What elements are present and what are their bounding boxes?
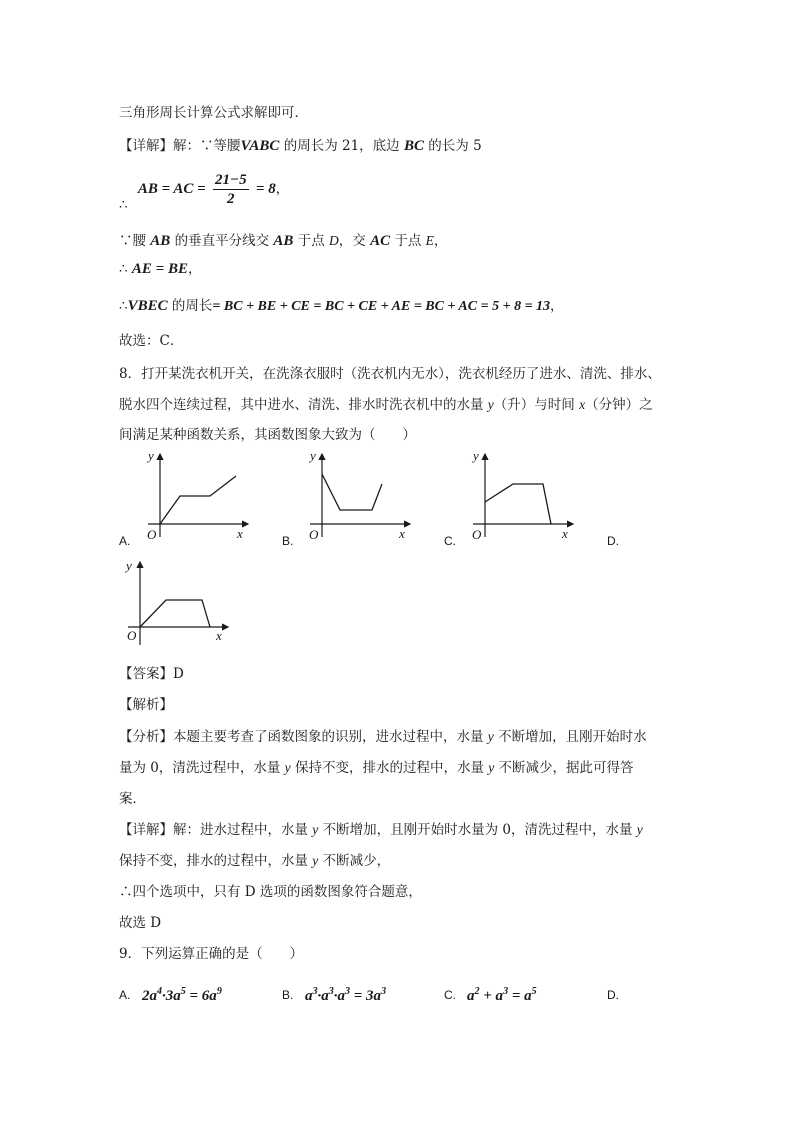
exponent: 3 [345,986,350,997]
q9-option-b-label: B. [282,988,294,1002]
text: = 3a [350,988,382,1004]
text: ， [187,261,202,277]
q8-graph-c [465,448,585,547]
q8-stem-line-1 [119,364,661,384]
solution-line-7 [119,331,183,351]
math-perimeter-expression: = BC + BE + CE = BC + CE + AE = BC + AC = 5 + 8 = 13 [212,299,551,314]
point-d: D [329,233,339,248]
solution-line-6 [119,296,564,317]
exponent: 5 [180,986,186,997]
text: 【解析】 [119,697,173,713]
text: 间满足某种函数关系，其函数图象大致为（ ） [119,427,416,443]
text: ·3a [162,988,181,1004]
var-y: y [636,822,643,837]
var-x: x [579,397,586,412]
fraction [213,171,249,208]
option-b-label: B. [282,534,294,548]
text: 不断减少， [318,853,391,869]
text: + a [479,988,504,1004]
text: 8．打开某洗衣机开关，在洗涤衣服时（洗衣机内无水），洗衣机经历了进水、清洗、排水、 [119,366,661,382]
math-ab: AB [273,233,294,249]
text: 【详解】解：进水过程中，水量 [119,822,313,838]
math-ab-eq-ac: AB = AC = [137,181,206,197]
text: 于点 [390,233,426,249]
analysis-tag [119,695,173,715]
fraction-denominator: 2 [227,191,235,207]
text: ·a [333,988,345,1004]
text: 的周长 [167,298,213,314]
text: ， [275,181,290,197]
detail-line-4 [119,913,161,933]
math-bc: BC [403,138,424,154]
text: = a [508,988,532,1004]
text: ， [433,233,448,249]
fraction-numerator: 21−5 [215,172,247,188]
axis-label-y: y [310,448,316,463]
q9-option-a-label: A. [119,988,131,1002]
origin-label: O [472,527,482,542]
var-y: y [284,760,291,775]
detail-line-3 [119,882,422,902]
math-eq-8: = 8 [255,181,276,197]
exponent: 9 [216,986,222,997]
text: （分钟）之 [585,397,653,413]
text: = 6a [185,988,217,1004]
q9-option-a-expr [142,982,222,1006]
origin-label: O [147,527,157,542]
text: a [305,988,313,1004]
text: 于点 [293,233,330,249]
q9-option-d-label: D. [607,988,619,1002]
text: 2a [142,988,157,1004]
q8-stem-line-3 [119,425,416,445]
text: 故选：C． [119,333,184,349]
text: 不断增加，且刚开始时水量为 0，清洗过程中，水量 [318,822,637,838]
text: 的周长为 21，底边 [279,138,404,154]
math-ae-eq-be: AE = BE [131,261,188,277]
q9-option-c-expr [467,982,537,1006]
exponent: 3 [381,986,387,997]
text: ·a [317,988,329,1004]
exponent: 3 [312,986,318,997]
text: ∴ [119,298,128,314]
therefore-symbol: ∴ [119,197,128,213]
q9-option-b-expr [305,982,386,1006]
text: 三角形周长计算公式求解即可． [119,105,308,121]
solution-line-4 [119,231,447,251]
text: 保持不变，排水的过程中，水量 [290,760,489,776]
text: 【分析】本题主要考查了函数图象的识别，进水过程中，水量 [119,729,488,745]
math-ac: AC [370,233,391,249]
solution-line-1 [119,103,308,123]
point-e: E [425,233,434,248]
text: ∴四个选项中，只有 D 选项的函数图象符合题意， [119,884,422,900]
text: ∵腰 [119,233,151,249]
var-y: y [487,729,494,744]
detail-tag: 【详解】解：∵等腰 [119,138,241,154]
text: 量为 0，清洗过程中，水量 [119,760,285,776]
exponent: 5 [531,986,537,997]
var-y: y [312,822,319,837]
axis-label-y: y [126,558,132,573]
solution-detail-line [119,136,482,156]
text: 脱水四个连续过程，其中进水、清洗、排水时洗衣机中的水量 [119,397,488,413]
detail-line-2 [119,851,390,871]
var-y: y [487,397,494,412]
analysis-line-1 [119,727,647,747]
q8-graph-a [140,448,260,547]
text: ∴ [119,261,132,277]
var-y: y [488,760,495,775]
axis-label-x: x [562,526,568,541]
answer-line [119,664,184,684]
origin-label: O [309,527,319,542]
text: 不断减少，据此可得答 [494,760,634,776]
solution-fraction-line [119,171,290,213]
text: 9．下列运算正确的是（ ） [119,946,304,962]
axis-label-x: x [216,628,222,643]
q8-graph-d [120,560,240,655]
text: 不断增加，且刚开始时水 [493,729,647,745]
exponent: 3 [503,986,509,997]
text: 案． [119,791,146,807]
q9-stem [119,944,303,964]
var-y: y [312,853,319,868]
function-curve [140,600,210,627]
text: 的长为 5 [423,138,482,154]
math-triangle-bec: VBEC [127,298,168,314]
option-c-label: C. [444,534,456,548]
q9-option-c-label: C. [444,988,456,1002]
text: 故选 D [119,915,162,931]
analysis-line-2 [119,758,634,778]
axis-label-y: y [473,448,479,463]
detail-line-1 [119,820,643,840]
origin-label: O [127,628,137,643]
text: ， [550,298,564,314]
text: ，交 [338,233,371,249]
exponent: 3 [328,986,334,997]
axis-label-y: y [148,448,154,463]
math-ab: AB [150,233,171,249]
exponent: 4 [157,986,162,997]
axis-label-x: x [237,526,243,541]
q8-graph-b [302,448,422,547]
text: 保持不变，排水的过程中，水量 [119,853,313,869]
text: a [467,988,475,1004]
function-curve [322,474,382,510]
exponent: 2 [474,986,480,997]
option-a-label: A. [119,534,131,548]
function-curve [485,484,551,524]
option-d-label: D. [607,534,619,548]
q8-stem-line-2 [119,395,653,415]
text: 的垂直平分线交 [170,233,274,249]
text: 【答案】D [119,666,184,682]
axis-label-x: x [399,526,405,541]
solution-line-5 [119,259,201,279]
function-curve [160,476,236,524]
math-triangle-abc: VABC [240,138,280,154]
text: （升）与时间 [493,397,580,413]
analysis-line-3 [119,789,146,809]
